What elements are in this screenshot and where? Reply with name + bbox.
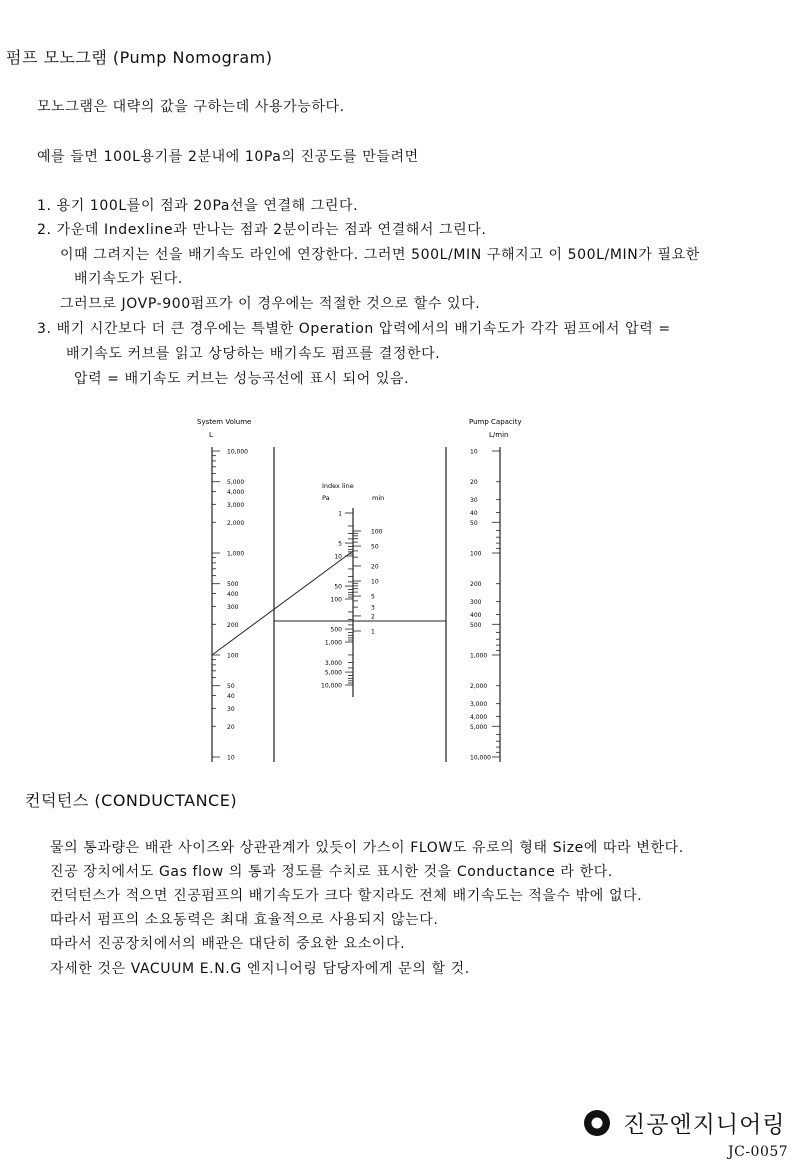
right-tick-label: 3,000 (470, 701, 488, 709)
left-tick-label: 30 (227, 705, 235, 713)
right-tick-label: 4,000 (470, 713, 488, 721)
index-pa-label: 10,000 (321, 682, 342, 690)
step-2-conclusion: 그러므로 JOVP-900펌프가 이 경우에는 적절한 것으로 할수 있다. (60, 296, 481, 312)
conductance-line-3: 컨덕턴스가 적으면 진공펌프의 배기속도가 크다 할지라도 전체 배기속도는 적을수 밖에 없다. (50, 888, 643, 904)
conductance-line-6: 자세한 것은 VACUUM E.N.G 엔지니어링 담당자에게 문의 할 것. (50, 961, 470, 977)
index-pa-label: 100 (330, 596, 342, 604)
index-line-title: Index line (322, 482, 354, 490)
left-tick-label: 300 (227, 603, 239, 611)
index-min-label: 3 (371, 604, 375, 612)
left-tick-label: 1,000 (227, 550, 245, 558)
step-2-detail: 이때 그려지는 선을 배기속도 라인에 연장한다. 그러면 500L/MIN 구해지고 이 500L/MIN가 필요한 (60, 247, 700, 263)
left-scale-ticks (212, 449, 248, 762)
section-title-conductance: 컨덕턴스 (CONDUCTANCE) (25, 791, 238, 810)
left-tick-label: 500 (227, 581, 239, 589)
right-axis-title: Pump Capacity (469, 418, 522, 426)
right-tick-label: 20 (470, 479, 478, 487)
document-code: JC-0057 (728, 1144, 789, 1160)
step-2: 2. 가운데 Indexline과 만나는 점과 2분이라는 점과 연결해서 그린다. (37, 222, 487, 238)
intro-text: 모노그램은 대략의 값을 구하는데 사용가능하다. (37, 99, 345, 115)
left-axis-unit: L (209, 431, 213, 439)
right-tick-label: 1,000 (470, 652, 488, 660)
example-text: 예를 들면 100L용기를 2분내에 10Pa의 진공도를 만들려면 (37, 149, 419, 165)
right-tick-label: 300 (470, 599, 482, 607)
index-min-label: 10 (371, 578, 379, 586)
index-min-label: 1 (371, 628, 375, 636)
conductance-line-5: 따라서 진공장치에서의 배관은 대단히 중요한 요소이다. (50, 936, 406, 952)
left-tick-label: 5,000 (227, 479, 245, 487)
right-axis-unit: L/min (489, 431, 509, 439)
left-tick-label: 40 (227, 693, 235, 701)
step-2-detail-cont: 배기속도가 된다. (74, 271, 183, 287)
left-tick-label: 10 (227, 754, 235, 762)
company-brand: 진공엔지니어링 (623, 1112, 786, 1138)
left-tick-label: 3,000 (227, 501, 245, 509)
right-tick-label: 100 (470, 550, 482, 558)
left-tick-label: 50 (227, 683, 235, 691)
index-min-label: 20 (371, 563, 379, 571)
step-3: 3. 배기 시간보다 더 큰 경우에는 특별한 Operation 압력에서의 배기속도가 각각 펌프에서 압력 = (37, 321, 671, 337)
right-tick-label: 500 (470, 621, 482, 629)
conductance-line-2: 진공 장치에서도 Gas flow 의 통과 정도를 수치로 표시한 것을 Conductance 라 한다. (50, 864, 613, 880)
index-pa-label: 1,000 (324, 639, 342, 647)
left-tick-label: 4,000 (227, 489, 245, 497)
index-min-label: 50 (371, 543, 379, 551)
right-tick-label: 200 (470, 581, 482, 589)
right-tick-label: 10,000 (470, 754, 491, 762)
right-tick-label: 5,000 (470, 723, 488, 731)
index-pa-label: 1 (338, 510, 342, 518)
left-tick-label: 400 (227, 591, 239, 599)
step-3-detail: 배기속도 커브를 읽고 상당하는 배기속도 펌프를 결정한다. (66, 346, 441, 362)
conductance-line-4: 따라서 펌프의 소요동력은 최대 효율적으로 사용되지 않는다. (50, 912, 439, 928)
brand-logo-icon (583, 1109, 611, 1137)
index-pa-label: 5 (338, 540, 342, 548)
left-tick-label: 20 (227, 723, 235, 731)
pump-nomogram (192, 410, 532, 765)
step-1: 1. 용기 100L를이 점과 20Pa선을 연결해 그린다. (37, 198, 359, 214)
conductance-line-1: 물의 통과량은 배관 사이즈와 상관관계가 있듯이 가스이 FLOW도 유로의 형태 Size에 따라 변한다. (50, 840, 684, 856)
left-axis-title: System Volume (197, 418, 252, 426)
left-tick-label: 10,000 (227, 448, 248, 456)
index-pa-label: 500 (330, 626, 342, 634)
index-scale-ticks (321, 511, 383, 690)
index-min-label: 2 (371, 613, 375, 621)
index-pa-label: 50 (334, 583, 342, 591)
right-tick-label: 10 (470, 448, 478, 456)
section-title-pump-nomogram: 펌프 모노그램 (Pump Nomogram) (6, 48, 273, 67)
right-tick-label: 400 (470, 611, 482, 619)
index-unit-min: min (372, 494, 385, 502)
left-tick-label: 200 (227, 621, 239, 629)
index-unit-pa: Pa (322, 494, 330, 502)
right-tick-label: 30 (470, 497, 478, 505)
step-3-note: 압력 = 배기속도 커브는 성능곡선에 표시 되어 있음. (74, 371, 410, 387)
index-min-label: 100 (371, 528, 383, 536)
index-min-label: 5 (371, 593, 375, 601)
left-tick-label: 100 (227, 652, 239, 660)
index-pa-label: 3,000 (324, 660, 342, 668)
right-tick-label: 50 (470, 519, 478, 527)
index-pa-label: 10 (334, 553, 342, 561)
index-pa-label: 5,000 (324, 669, 342, 677)
left-tick-label: 2,000 (227, 519, 245, 527)
right-tick-label: 40 (470, 509, 478, 517)
right-scale-ticks (470, 449, 500, 762)
right-tick-label: 2,000 (470, 683, 488, 691)
